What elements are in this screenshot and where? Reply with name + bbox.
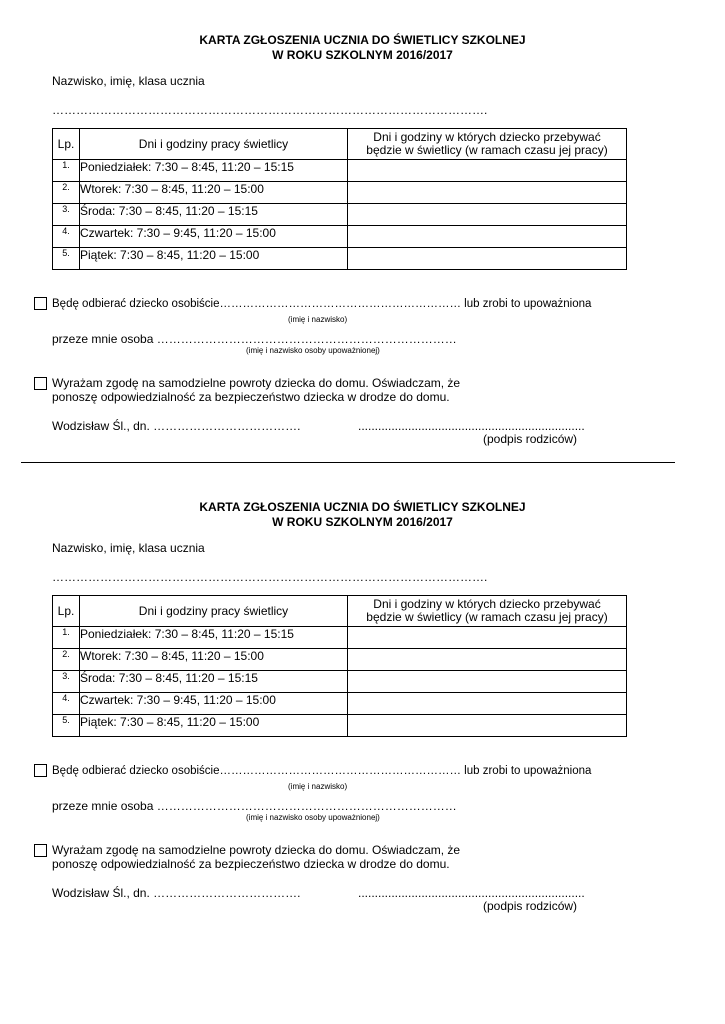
signature-label: (podpis rodziców)	[483, 432, 578, 446]
pickup-statement: Będę odbierać dziecko osobiście……………………………………………………… lub zrobi to upoważniona	[52, 298, 592, 310]
col-lp-header: Lp.	[53, 129, 80, 160]
row-number: 3.	[53, 204, 80, 226]
card-title-line-2: W ROKU SZKOLNYM 2016/2017	[272, 515, 453, 529]
row-child-hours-cell[interactable]	[348, 671, 627, 693]
col-child-hours-header	[348, 596, 627, 627]
card-title-line-2: W ROKU SZKOLNYM 2016/2017	[272, 48, 453, 62]
row-number: 1.	[53, 627, 80, 649]
table-row	[53, 649, 627, 671]
authorized-person-field[interactable]: przeze mnie osoba …………………………………………………………………	[52, 799, 457, 813]
row-number: 5.	[53, 715, 80, 737]
place-date-field[interactable]: Wodzisław Śl., dn. ……………………………….	[52, 419, 301, 433]
row-hours: Piątek: 7:30 – 8:45, 11:20 – 15:00	[80, 248, 348, 270]
row-hours: Wtorek: 7:30 – 8:45, 11:20 – 15:00	[80, 182, 348, 204]
card-title-line-1: KARTA ZGŁOSZENIA UCZNIA DO ŚWIETLICY SZKOLNEJ	[199, 33, 526, 47]
row-number: 4.	[53, 693, 80, 715]
schedule-header-row	[53, 129, 627, 160]
place-date-field[interactable]: Wodzisław Śl., dn. ……………………………….	[52, 886, 301, 900]
row-hours: Wtorek: 7:30 – 8:45, 11:20 – 15:00	[80, 649, 348, 671]
pickup-statement: Będę odbierać dziecko osobiście……………………………………………………… lub zrobi to upoważniona	[52, 765, 592, 777]
consent-checkbox[interactable]	[34, 377, 47, 390]
table-row	[53, 182, 627, 204]
signature-label: (podpis rodziców)	[483, 899, 578, 913]
row-number: 4.	[53, 226, 80, 248]
row-child-hours-cell[interactable]	[348, 160, 627, 182]
card-title	[0, 33, 725, 63]
consent-text-line-2: ponoszę odpowiedzialność za bezpieczeństwo dziecka w drodze do domu.	[52, 857, 450, 871]
pickup-name-hint: (imię i nazwisko)	[288, 782, 348, 791]
table-row	[53, 627, 627, 649]
pickup-name-hint: (imię i nazwisko)	[288, 315, 348, 324]
row-hours: Poniedziałek: 7:30 – 8:45, 11:20 – 15:15	[80, 627, 348, 649]
row-child-hours-cell[interactable]	[348, 627, 627, 649]
row-child-hours-cell[interactable]	[348, 693, 627, 715]
pickup-checkbox[interactable]	[34, 297, 47, 310]
schedule-header-row	[53, 596, 627, 627]
col-child-header-line-1: Dni i godziny w których dziecko przebywać	[373, 130, 601, 144]
col-hours-header: Dni i godziny pracy świetlicy	[80, 129, 348, 160]
row-hours: Poniedziałek: 7:30 – 8:45, 11:20 – 15:15	[80, 160, 348, 182]
col-child-hours-header	[348, 129, 627, 160]
signature-field[interactable]: ....................................................................	[358, 886, 585, 900]
col-child-header-line-2: będzie w świetlicy (w ramach czasu jej pracy)	[366, 610, 608, 624]
row-number: 3.	[53, 671, 80, 693]
table-row	[53, 693, 627, 715]
row-child-hours-cell[interactable]	[348, 715, 627, 737]
row-number: 5.	[53, 248, 80, 270]
row-child-hours-cell[interactable]	[348, 226, 627, 248]
row-hours: Środa: 7:30 – 8:45, 11:20 – 15:15	[80, 671, 348, 693]
card-title	[0, 500, 725, 530]
authorized-person-hint: (imię i nazwisko osoby upoważnionej)	[246, 813, 380, 822]
table-row	[53, 715, 627, 737]
student-name-label: Nazwisko, imię, klasa ucznia	[52, 541, 205, 555]
card-divider-line	[21, 462, 675, 463]
row-child-hours-cell[interactable]	[348, 204, 627, 226]
signature-field[interactable]: ....................................................................	[358, 419, 585, 433]
student-name-label: Nazwisko, imię, klasa ucznia	[52, 74, 205, 88]
table-row	[53, 248, 627, 270]
row-number: 2.	[53, 182, 80, 204]
pickup-checkbox[interactable]	[34, 764, 47, 777]
row-child-hours-cell[interactable]	[348, 649, 627, 671]
row-child-hours-cell[interactable]	[348, 182, 627, 204]
row-child-hours-cell[interactable]	[348, 248, 627, 270]
table-row	[53, 160, 627, 182]
col-lp-header: Lp.	[53, 596, 80, 627]
student-name-field[interactable]: ……………………………………………………………………………………………….	[52, 570, 488, 584]
row-hours: Czwartek: 7:30 – 9:45, 11:20 – 15:00	[80, 226, 348, 248]
row-hours: Środa: 7:30 – 8:45, 11:20 – 15:15	[80, 204, 348, 226]
col-hours-header: Dni i godziny pracy świetlicy	[80, 596, 348, 627]
col-child-header-line-1: Dni i godziny w których dziecko przebywać	[373, 597, 601, 611]
authorized-person-field[interactable]: przeze mnie osoba …………………………………………………………………	[52, 332, 457, 346]
consent-checkbox[interactable]	[34, 844, 47, 857]
consent-text-line-2: ponoszę odpowiedzialność za bezpieczeństwo dziecka w drodze do domu.	[52, 390, 450, 404]
table-row	[53, 671, 627, 693]
card-title-line-1: KARTA ZGŁOSZENIA UCZNIA DO ŚWIETLICY SZKOLNEJ	[199, 500, 526, 514]
consent-text-line-1: Wyrażam zgodę na samodzielne powroty dziecka do domu. Oświadczam, że	[52, 843, 461, 857]
schedule-table	[52, 128, 627, 270]
student-name-field[interactable]: ……………………………………………………………………………………………….	[52, 103, 488, 117]
row-number: 1.	[53, 160, 80, 182]
row-number: 2.	[53, 649, 80, 671]
col-child-header-line-2: będzie w świetlicy (w ramach czasu jej pracy)	[366, 143, 608, 157]
table-row	[53, 204, 627, 226]
row-hours: Piątek: 7:30 – 8:45, 11:20 – 15:00	[80, 715, 348, 737]
row-hours: Czwartek: 7:30 – 9:45, 11:20 – 15:00	[80, 693, 348, 715]
schedule-table	[52, 595, 627, 737]
authorized-person-hint: (imię i nazwisko osoby upoważnionej)	[246, 346, 380, 355]
table-row	[53, 226, 627, 248]
consent-text-line-1: Wyrażam zgodę na samodzielne powroty dziecka do domu. Oświadczam, że	[52, 376, 461, 390]
